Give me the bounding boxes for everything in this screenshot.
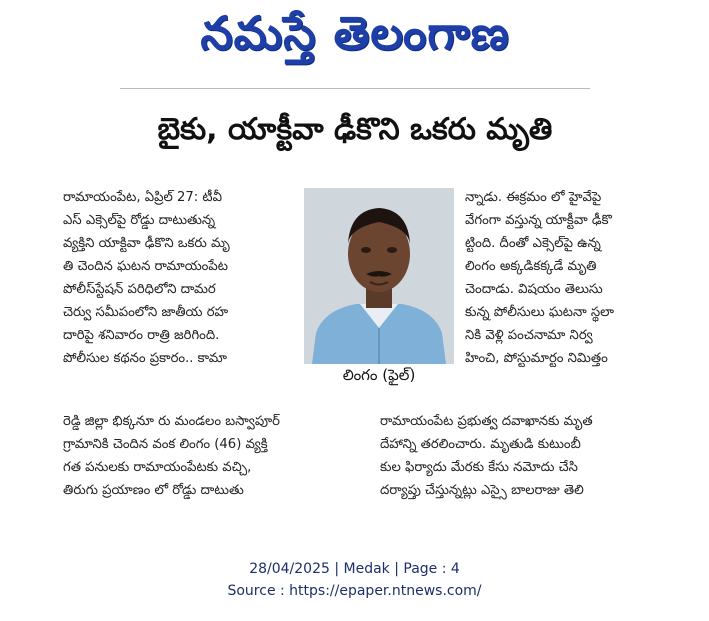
text-line: దర్యాప్తు చేస్తున్నట్లు ఎస్సై బాలరాజు తెలి [380,483,584,498]
text-line: దారిపై శనివారం రాత్రి జరిగింది. [63,328,220,343]
text-line: చెందాడు. విషయం తెలుసు [465,282,603,297]
text-line: రెడ్డి జిల్లా భిక్కనూ రు మండలం బస్వాపూర్ [63,414,280,429]
text-line: వ్యక్తిని యాక్టివా ఢీకొని ఒకరు మృ [63,236,230,251]
text-line: తిరుగు ప్రయాణం లో రోడ్డు దాటుతు [63,483,244,498]
text-line: పోలీస్‌స్టేషన్ పరిధిలోని దామర [63,282,216,297]
text-line: రామాయంపేట, ఏప్రిల్ 27: టీవీ [63,190,222,205]
text-line: న్నాడు. ఈక్రమం లో హైవేపై [465,190,602,205]
text-line: లింగం అక్కడికక్కడే మృతి [465,259,597,274]
article-headline: బైకు, యాక్టీవా ఢీకొని ఒకరు మృతి [157,112,553,147]
text-line: కుల ఫిర్యాదు మేరకు కేసు నమోదు చేసి [380,460,578,475]
portrait-illustration [304,188,454,364]
photo-caption: లింగం (ఫైల్) [342,366,416,384]
divider [120,88,590,89]
text-line: తి చెందిన ఘటన రామాయంపేట [63,259,228,274]
text-line: హించి, పోస్టుమార్టం నిమిత్తం [465,351,608,366]
portrait-photo [304,188,454,364]
text-line: రామాయంపేట ప్రభుత్వ దవాఖానకు మృత [380,414,593,429]
text-line: నికి వెళ్లి పంచనామా నిర్వ [465,328,593,343]
footer-meta: 28/04/2025 | Medak | Page : 4 [249,561,460,577]
text-line: ఎస్ ఎక్సెల్‌పై రోడ్డు దాటుతున్న [63,213,216,228]
article-column-right-bottom [380,410,680,502]
text-line: వేగంగా వస్తున్న యాక్టీవా ఢీకొ [465,213,612,228]
text-line: దేహాన్ని తరలించారు. మృతుడి కుటుంబీ [380,437,581,452]
footer-source-link[interactable]: Source : https://epaper.ntnews.com/ [227,583,482,599]
article-column-left-top [63,186,291,370]
text-line: ట్టింది. దీంతో ఎక్సెల్‌పై ఉన్న [465,236,601,251]
article-column-right-top [465,186,680,370]
masthead-logo: నమస్తే తెలంగాణ [200,6,510,60]
article-column-left-bottom [63,410,361,502]
text-line: పోలీసుల కథనం ప్రకారం.. కామా [63,351,227,366]
text-line: చెర్వు సమీపంలోని జాతీయ రహ [63,305,229,320]
text-line: కున్న పోలీసులు ఘటనా స్థలా [465,305,614,320]
text-line: గ్రామానికి చెందిన వంక లింగం (46) వ్యక్తి [63,437,268,452]
text-line: గత పనులకు రామాయంపేటకు వచ్చి, [63,460,252,475]
